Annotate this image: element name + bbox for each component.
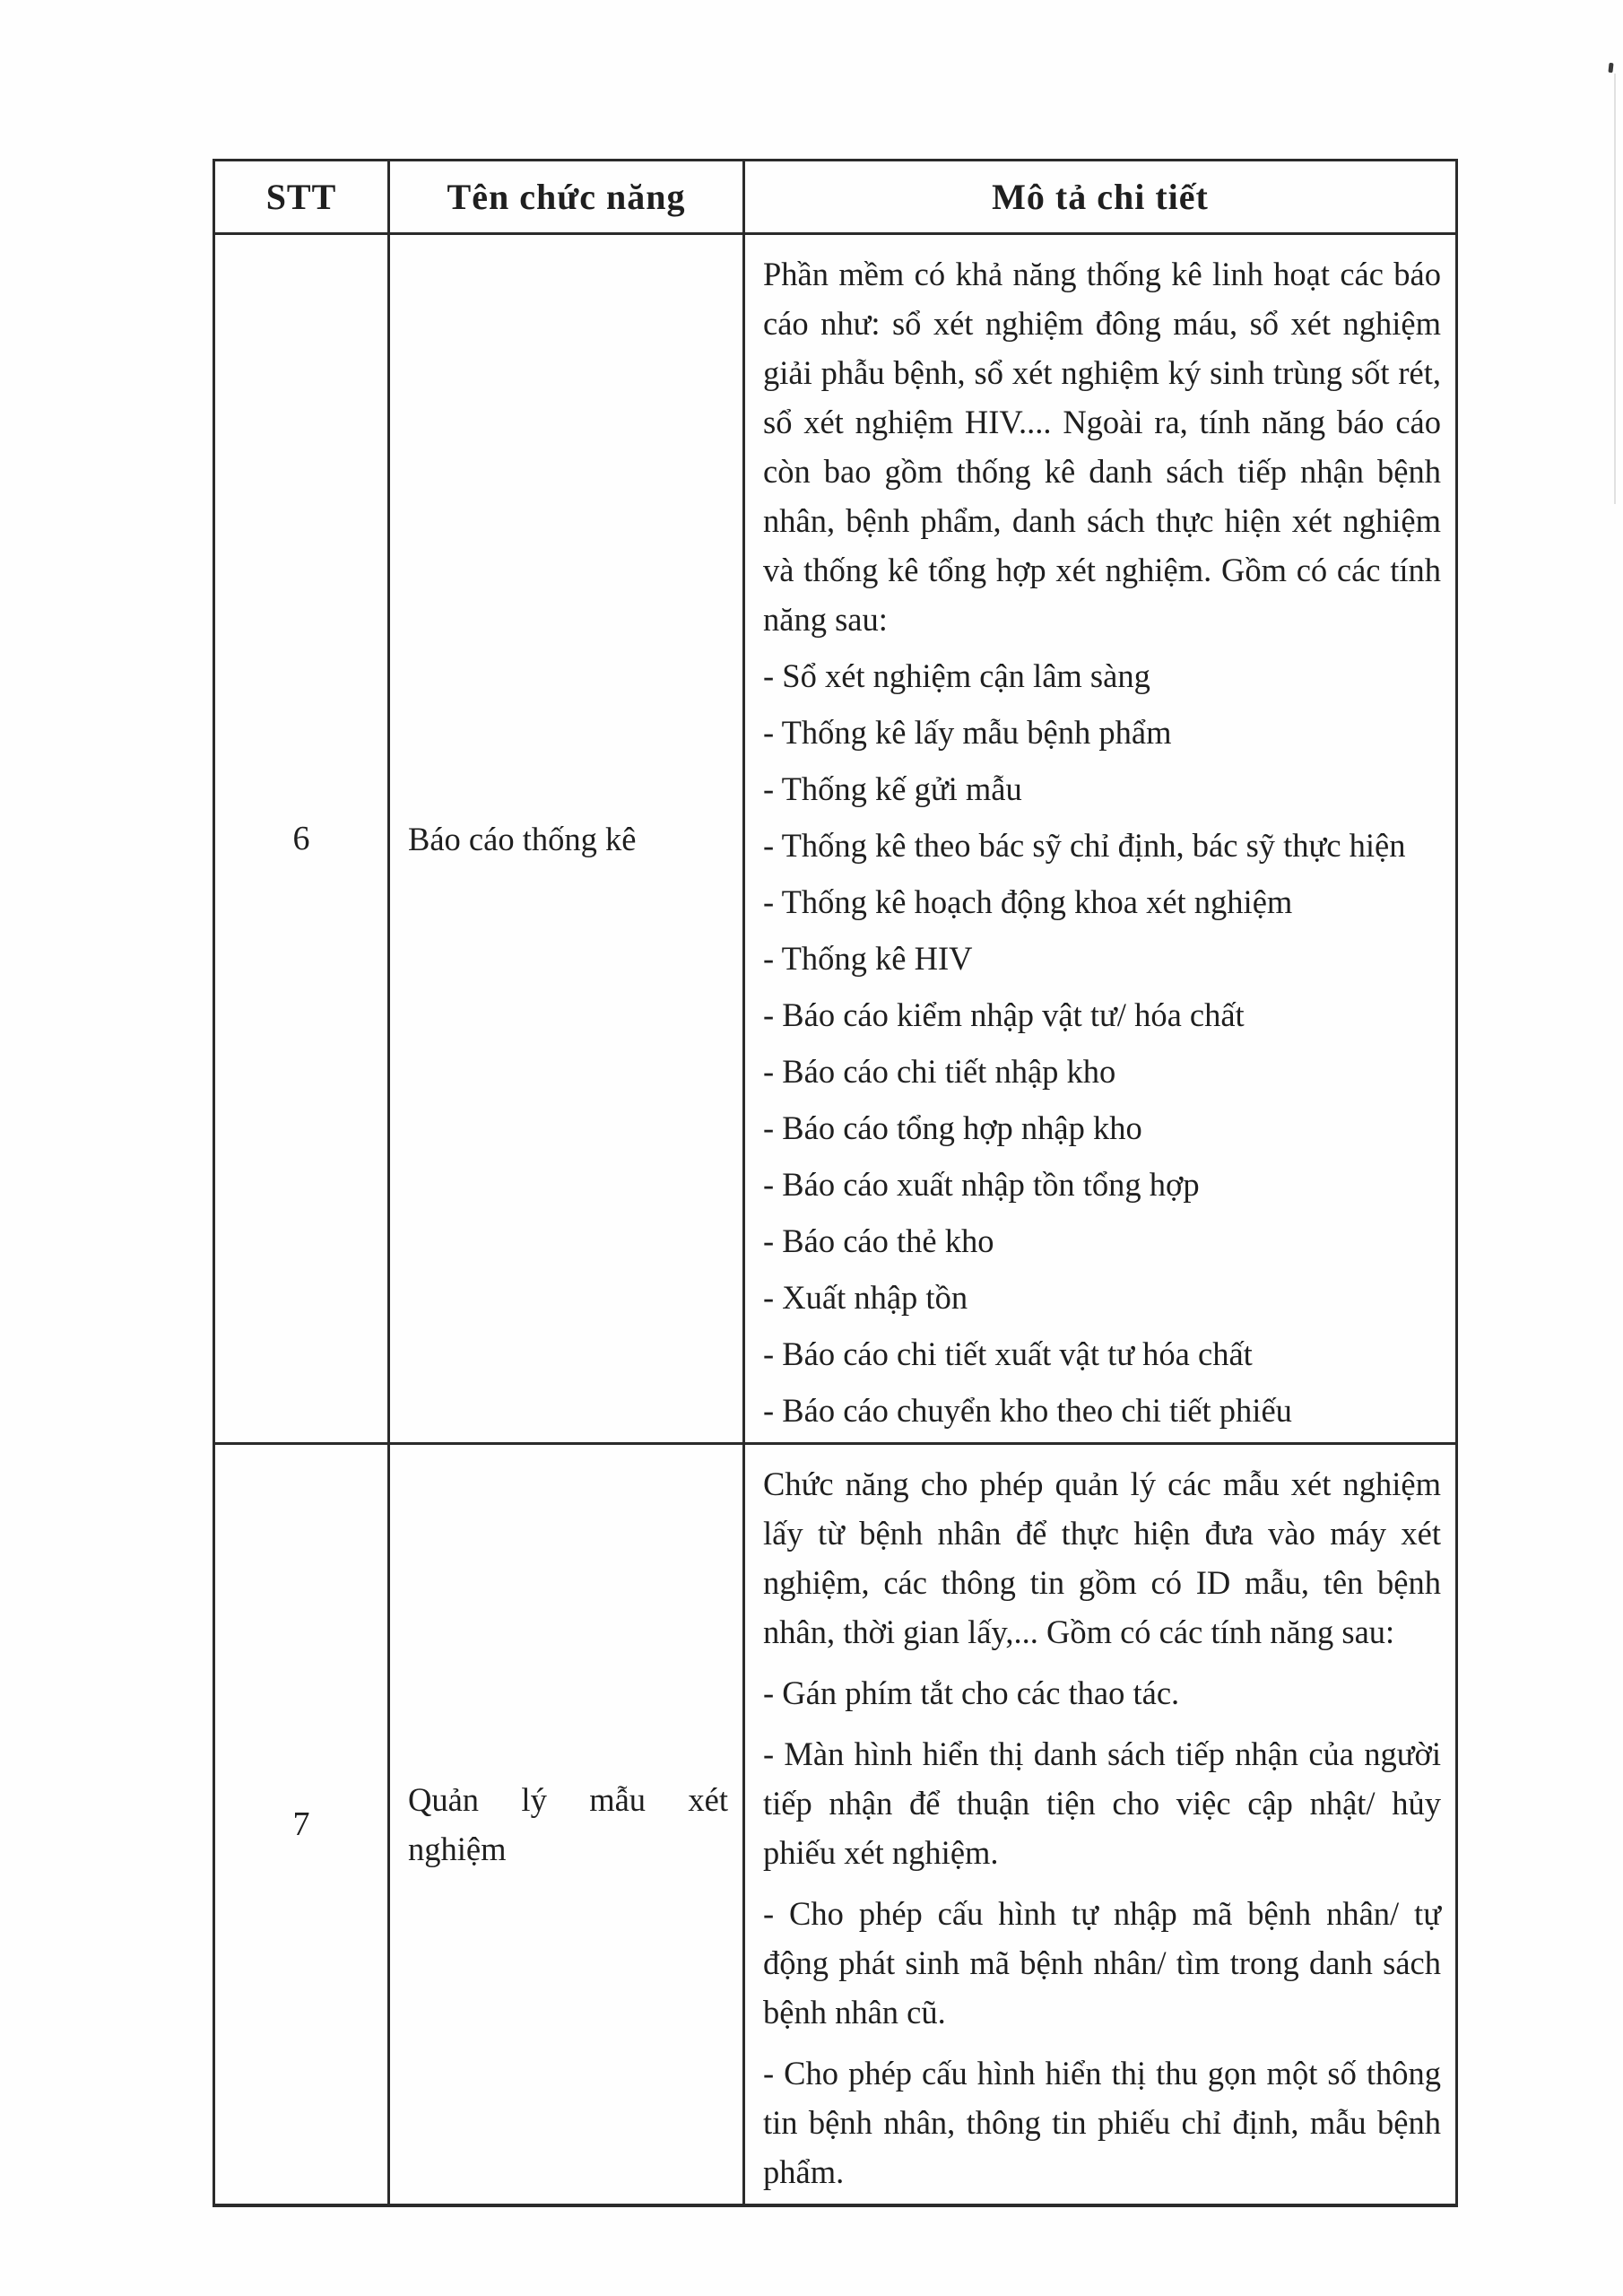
- list-item: - Màn hình hiển thị danh sách tiếp nhận của người tiếp nhận để thuận tiện cho việc cập nhật/ hủy phiếu xét nghiệm.: [763, 1735, 1441, 1871]
- list-item: - Báo cáo kiểm nhập vật tư/ hóa chất: [763, 996, 1245, 1033]
- row-7-description-intro: Chức năng cho phép quản lý các mẫu xét nghiệm lấy từ bệnh nhân để thực hiện đưa vào máy xét nghiệm, các thông tin gồm có ID mẫu, tên bệnh nhân, thời gian lấy,... Gồm có các tính năng sau:: [763, 1465, 1441, 1650]
- row-7-function-name: Quản lý mẫu xét nghiệm: [389, 1444, 744, 2206]
- list-item: - Gán phím tắt cho các thao tác.: [763, 1674, 1180, 1711]
- list-item: - Cho phép cấu hình tự nhập mã bệnh nhân/ tự động phát sinh mã bệnh nhân/ tìm trong danh sách bệnh nhân cũ.: [763, 1895, 1441, 2031]
- list-item: - Xuất nhập tồn: [763, 1279, 968, 1316]
- list-item: - Thống kê hoạch động khoa xét nghiệm: [763, 883, 1293, 920]
- list-item: - Thống kê theo bác sỹ chỉ định, bác sỹ thực hiện: [763, 827, 1406, 864]
- list-item: - Thống kê HIV: [763, 940, 973, 977]
- header-cell-stt: STT: [214, 161, 389, 234]
- row-6-description: [744, 234, 1457, 1444]
- table-row-7: [214, 1444, 1457, 2206]
- list-item: - Báo cáo chi tiết nhập kho: [763, 1053, 1116, 1090]
- list-item: - Sổ xét nghiệm cận lâm sàng: [763, 657, 1150, 694]
- row-7-description: [744, 1444, 1457, 2206]
- row-6-number: 6: [214, 234, 389, 1444]
- scan-edge-line: [1614, 74, 1616, 504]
- row-6-description-intro: Phần mềm có khả năng thống kê linh hoạt các báo cáo như: sổ xét nghiệm đông máu, sổ xét nghiệm giải phẫu bệnh, sổ xét nghiệm ký sinh trùng sốt rét, sổ xét nghiệm HIV.... Ngoài ra, tính năng báo cáo còn bao gồm thống kê danh sách tiếp nhận bệnh nhân, bệnh phẩm, danh sách thực hiện xét nghiệm và thống kê tổng hợp xét nghiệm. Gồm có các tính năng sau:: [763, 256, 1441, 638]
- list-item: - Báo cáo thẻ kho: [763, 1222, 994, 1259]
- list-item: - Báo cáo chuyển kho theo chi tiết phiếu: [763, 1392, 1292, 1429]
- scan-speck: [1608, 63, 1613, 73]
- header-cell-description: Mô tả chi tiết: [744, 161, 1457, 234]
- row-6-function-name: Báo cáo thống kê: [389, 234, 744, 1444]
- list-item: - Thống kê lấy mẫu bệnh phẩm: [763, 714, 1172, 751]
- list-item: - Báo cáo xuất nhập tồn tổng hợp: [763, 1166, 1200, 1203]
- table-row-6: [214, 234, 1457, 1444]
- list-item: - Báo cáo tổng hợp nhập kho: [763, 1109, 1142, 1146]
- list-item: - Báo cáo chi tiết xuất vật tư hóa chất: [763, 1335, 1253, 1372]
- list-item: - Thống kế gửi mẫu: [763, 770, 1022, 807]
- header-cell-function-name: Tên chức năng: [389, 161, 744, 234]
- list-item: - Cho phép cấu hình hiển thị thu gọn một số thông tin bệnh nhân, thông tin phiếu chỉ định, mẫu bệnh phẩm.: [763, 2055, 1441, 2190]
- row-7-number: 7: [214, 1444, 389, 2206]
- function-table: [213, 159, 1458, 2207]
- header-row: [214, 161, 1457, 234]
